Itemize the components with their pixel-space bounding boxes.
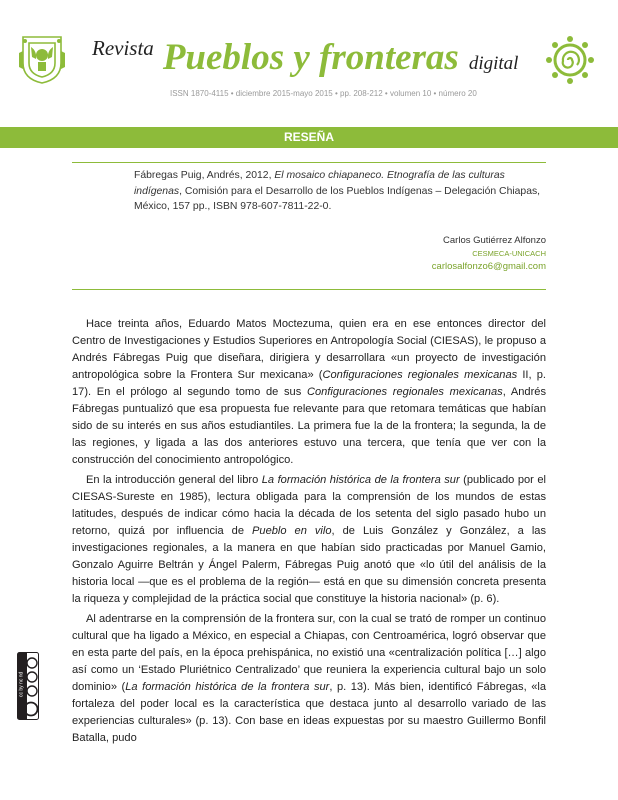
creative-commons-icon[interactable] <box>17 652 39 720</box>
author-institution: CESMECA-UNICACH <box>472 249 546 258</box>
paragraph-2: En la introducción general del libro La formación histórica de la frontera sur (publicado por el CIESAS-Sureste en 1985), lectura obligada para la comprensión de los mundos de estas latitudes, después de indicar cómo hacia la década de los setenta del siglo pasado hubo un retorno, quizá por influencia de Pueblo en vilo, de Luis González y González, a las investigaciones regionales, a la manera en que habían sido practicadas por Manuel Gamio, Gonzalo Aguirre Beltrán y Ángel Palerm, Fábregas Puig anotó que «lo útil del análisis de la historia local —que es el problema de la región— está en que su dimensión concreta presenta la riqueza y complejidad de la práctica social que constituye la historia nacional» (p. 6). <box>72 474 547 605</box>
issn-line: ISSN 1870-4115 • diciembre 2015-mayo 2015 • pp. 208-212 • volumen 10 • número 20 <box>170 89 477 98</box>
spiral-glyph-icon <box>546 36 594 84</box>
bottom-divider <box>72 289 546 290</box>
paragraph-3: Al adentrarse en la comprensión de la frontera sur, con la cual se trató de romper un continuo cultural que ha ligado a México, en especial a Chiapas, con Centroamérica, logró observar que en esta parte del país, en la época prehispánica, no existió una «centralización política […] algo así como un ‘Estado Pluriétnico Centralizado’ que reuniera la experiencia cultural bajo un solo dominio» (La formación histórica de la frontera sur, p. 13). Más bien, identificó Fábregas, «la fortaleza del poder local es la característica que destaca junto al desarrollo variado de las experiencias culturales» (p. 13). Con base en ideas expuestas por su maestro Guillermo Bonfil Batalla, pudo <box>72 613 547 744</box>
page-header <box>0 0 618 120</box>
journal-title <box>92 36 518 79</box>
review-body <box>72 316 546 750</box>
paragraph-1: Hace treinta años, Eduardo Matos Moctezuma, quien era en ese entonces director del Centro de Investigaciones y Estudios Superiores en Antropología Social (CIESAS), le propuso a Andrés Fábregas Puig que diseñara, dirigiera y desarrollara «un proyecto de investigación antropológica sobre la Frontera Sur mexicana» (Configuraciones regionales mexicanas II, p. 17). En el prólogo al segundo tomo de sus Configuraciones regionales mexicanas, Andrés Fábregas puntualizó que esa propuesta fue relevante para que retomara temáticas que habían sido de su interés en sus años estudiantiles. La primera fue la de la frontera; la segunda, la de las regiones, y ligada a las dos anteriores estuvo una tercera, que tenía que ver con la construcción del conocimiento antropológico. <box>72 318 546 466</box>
book-citation <box>134 168 544 215</box>
license-text: cc by nc nd <box>18 671 25 697</box>
top-divider <box>72 162 546 163</box>
review-author <box>432 234 546 273</box>
author-email[interactable]: carlosalfonzo6@gmail.com <box>431 261 546 272</box>
citation-book-title: El mosaico chiapaneco. Etnografía de las culturas indígenas <box>134 170 505 197</box>
author-name: Carlos Gutiérrez Alfonzo <box>443 235 546 246</box>
citation-author: Fábregas Puig, Andrés, 2012, <box>134 170 275 181</box>
section-header: RESEÑA <box>0 127 618 148</box>
revista-label: Revista <box>92 36 154 60</box>
citation-publisher: , Comisión para el Desarrollo de los Pueblos Indígenas – Delegación Chiapas, México, 157 pp., ISBN 978-607-7811-22-0. <box>134 185 541 212</box>
unam-seal-icon <box>17 33 67 85</box>
journal-name: Pueblos y fronteras <box>162 37 459 78</box>
digital-label: digital <box>468 53 519 74</box>
